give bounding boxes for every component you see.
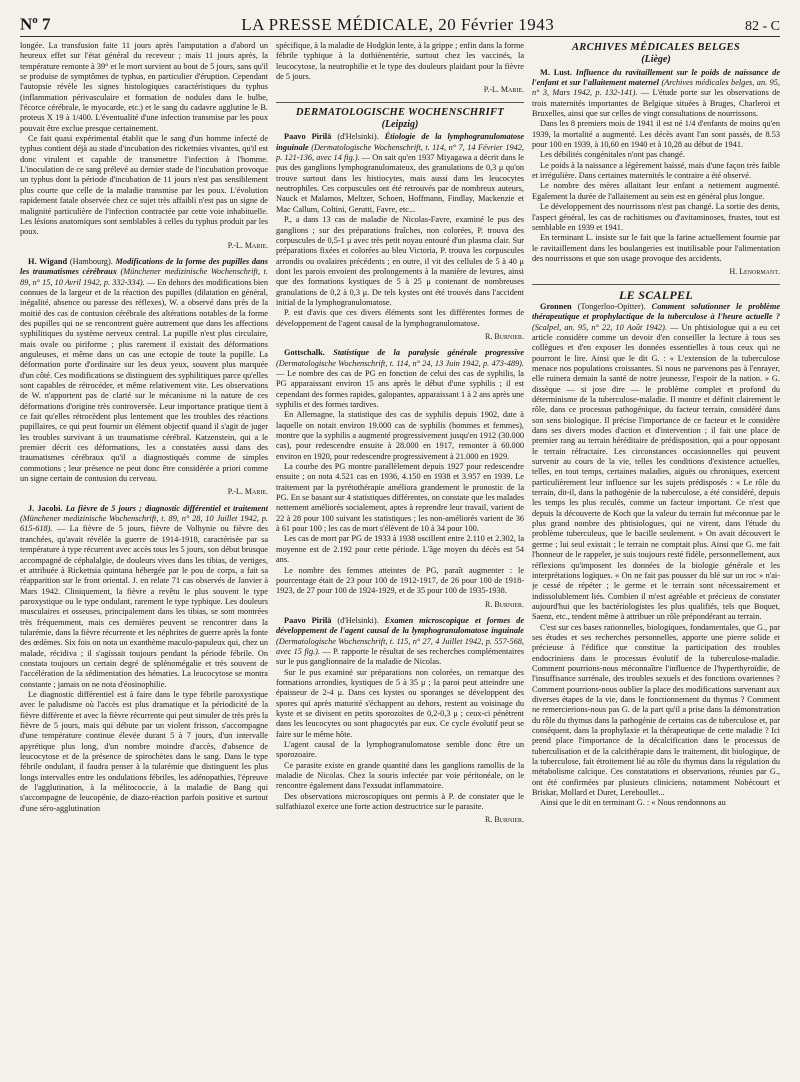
paragraph: spécifique, à la maladie de Hodgkin lente, à la grippe ; enfin dans la forme fébrile typhique à la dothiénentérie, surtout chez les vaccinés, la leucocytose, la neutrophilie et le type des douleurs plaidant pour la fièvre de 5 jours. bbox=[276, 41, 524, 82]
paragraph: P. est d'avis que ces divers éléments sont les différentes formes de développement de l'agent causal de la lymphogranulomatose. bbox=[276, 308, 524, 328]
signature: R. Burnier. bbox=[484, 599, 524, 609]
paragraph: Dans les 8 premiers mois de 1941 il est né 1/4 d'enfants de moins qu'en 1939, la mortalité a augmenté. Les décès avant l'an sont passés, de 8.53 pour 100 en 1939, à 10,60 en 1940 et à 10,28 au début de 1941. bbox=[532, 119, 780, 150]
abstract-pirila-1: Paavo Pirilä (d'Helsinki). Étiologie de la lymphogranulomatose inguinale (Dermatologische Wochenschrift, t. 114, n° 7, 14 Février 1942, p. 121-136, avec 14 fig.). — On sait qu'en 1937 Miyagawa a décrit dans le pus des ganglions lymphogranulomateux, des granulations de 0,3 μ qu'on trouve surtout dans les histiocytes, mais aussi dans les leucocytes neutrophiles. Ces corpuscules ont été retrouvés par de nombreux auteurs, Nauck et Malamos, Meltzer, Schoen, Hoffmann, Findlay, Mackenzie et Mac Callum, Coltini, Gerutti, Favre, etc... bbox=[276, 132, 524, 214]
paragraph: Le nombre des femmes atteintes de PG, paraît augmenter : le pourcentage était de 23 pour 100 de 1912-1917, de 26 pour 100 de 1918-1923, de 27 pour 100 de 1924-1929, et de 35 pour 100 de 1935-1938. bbox=[276, 565, 524, 596]
page-header bbox=[20, 14, 780, 37]
paragraph: Le nombre des mères allaitant leur enfant a nettement augmenté. Egalement la durée de l'allaitement au sein est en général plus longue. bbox=[532, 181, 780, 201]
abstract-pirila-2: Paavo Pirilä (d'Helsinki). Examen microscopique et formes de développement de l'agent causal de la lymphogranulomatose inguinale (Dermatologische Wochenschrift, t. 115, n° 27, 4 Juillet 1942, p. 557-568, avec 15 fig.). — P. rapporte le résultat de ses recherches complémentaires sur le pus ganglionnaire de la maladie de Nicolas. bbox=[276, 615, 524, 667]
journal-title-date: LA PRESSE MÉDICALE, 20 Février 1943 bbox=[241, 14, 555, 34]
column-1 bbox=[20, 41, 268, 1071]
paragraph: Le poids à la naissance a légèrement baissé, mais d'une façon très faible et irrégulière. Dans certaines maternités le contraire a été observé. bbox=[532, 160, 780, 181]
signature: R. Burnier. bbox=[484, 331, 524, 341]
signature: H. Lenormant. bbox=[729, 267, 780, 277]
signature: P.-L. Marie. bbox=[227, 240, 268, 250]
journal-heading: ARCHIVES MÉDICALES BELGES (Liège) bbox=[572, 42, 740, 66]
paragraph: L'agent causal de la lymphogranulomatose semble donc être un sporozoaire. bbox=[276, 740, 524, 760]
paragraph: Des observations microscopiques ont permis à P. de constater que le sulfathiazol exerce une forte action destructrice sur le parasite. bbox=[276, 791, 524, 812]
paragraph: La courbe des PG montre parallèlement depuis 1927 pour redescendre ensuite ; on nota 4.521 cas en 1936, 4.150 en 1938 et 3.957 en 1939. Le traitement par la pyrétothérapie améliora grandement le pronostic de la PG. En se basant sur 4 statistiques différentes, on constate que les malades nettement améliorés socialement, aptes à reprendre leur travail, varient de 22 à 28 pour 100 suivant les statistiques ; les non-améliorés varient de 36 à 61 pour 100 ; les cas de mort s'élèvent de 10 à 34 pour 100. bbox=[276, 462, 524, 534]
paragraph: Ce parasite existe en grande quantité dans les ganglions ramollis de la maladie de Nicolas. Chez la souris infectée par voie péritonéale, on le rencontre également dans l'exsudat inflammatoire. bbox=[276, 760, 524, 791]
paragraph: C'est sur ces bases rationnelles, biologiques, fondamentales, que G., par ses études et ses recherches personnelles, apporte une pierre solide et précieuse à l'édifice que constitue la participation des troubles endocriniens dans le processus évolutif de la tuberculose-maladie. Comment pourrions-nous méconnaître l'influence de l'hyperthyroïdie, de l'insuffisance surrénale, des troubles sexuels et des fonctions ovariennes ? Comment pourrions-nous oublier la place des modifications survenant aux diverses étapes de la vie, dans le fonctionnement du thymus ? Comment ne remercierions-nous pas G. de la part qu'il a prise dans la démonstration du rôle du thymus dans la pathogénie de certains cas de tuberculose et, par conséquent, dans la prophylaxie et la thérapeutique de cette maladie ? Ici prend place l'importance de la décalcification dans le processus de tuberculisation et de la calcithérapie dans le traitement, dit biologique, de la tuberculose, fait étroitement lié au rôle du thymus dans la régulation du métabolisme calcique. Ces constatations et observations, réunies par G., ont été confirmées par plusieurs cliniciens, notamment Nobécourt et Briskar, Mollard et Duret, Lereboullet... bbox=[532, 622, 780, 798]
paragraph: En Allemagne, la statistique des cas de syphilis depuis 1902, date à laquelle on notait environ 19.000 cas de syphilis (hommes et femmes), montre que la syphilis a augmenté progressivement jusqu'en 1912 (30.000 cas), pour redescendre ensuite à 28.000 en 1917, remonter à 60.000 environ en 1920, pour redescendre progressivement à 21.000 en 1929. bbox=[276, 410, 524, 461]
abstract-gottschalk: Gottschalk. Statistique de la paralysie générale progressive (Dermatologische Wochenschrift, t. 114, n° 24, 13 Juin 1942, p. 473-489). — Le nombre des cas de PG en fonction de celui des cas de syphilis, la PG apparaissant environ 15 ans après le début d'une syphilis ; il est cependant des formes rapides, galopantes, apparaissant 1 à 2 ans après une syphilis et des formes tardives. bbox=[276, 348, 524, 409]
signature: R. Burnier. bbox=[484, 815, 524, 825]
page-number: 82 - C bbox=[744, 18, 780, 34]
abstract-gronnen: Gronnen (Tongerloo-Opitter). Comment solutionner le problème thérapeutique et prophylactique de la tuberculose à l'heure actuelle ? (Scalpel, an. 95, n° 22, 10 Août 1942). — Un phtisiologue qui a eu cet article considère comme un devoir d'en conseiller la lecture à tous ses collègues et d'en exposer les données essentielles à tous ceux qui ne pourront le lire. Ainsi que le dit G. : « L'extension de la tuberculose menace nos populations croissantes. Si nous ne parvenons pas à l'enrayer, elle ruinera demain la santé de notre jeunesse, l'espoir de la nation. » G. dissèque — si jose dire — le problème complet et profond du déterminisme de la tuberculose-maladie. Il montre et définit clairement le rôle, dans ce processus pathogénique, du facteur terrain, considéré dans son sens biologique. Il précise l'importance de ce facteur et le considère dans ses divers modes d'action et d'intervention ; il fait une place de premier rang au terrain héréditaire de prédisposition, qui a pour opposant le terrain réfractaire. Les circonstances occasionnelles qui peuvent survenir au cours de la vie, telles les conditions d'existence actuelles, telles, en tout temps, certaines maladies, aiguës ou chroniques, exercent particulièrement leur influence sur les sujets prédisposés : « Le rôle du terrain, dit-il, dans la pathogénie de la tuberculose, a été considéré, depuis les temps les plus reculés, comme un facteur important. Ce n'est que depuis la découverte de Koch que la valeur du terrain fut méconnue par le plus grand nombre des phtisiologues, qui ne virent, dans l'étude du problème tuberculeux, que le bacille seulement. » On avait découvert le germe ; lui seul existait ; le terrain ne comptait plus. Ainsi que G. me fait l'honneur de le rappeler, je suis toujours resté fidèle, personnellement, aux réflexions qu'imposent les données de la biologie générale et les interprétations logiques. « On ne fait pas pousser du blé sur un roc » n'ai-je cessé de répéter ; le germe et le terrain sont nécessairement et indissolublement liés. Combien il m'est agréable et précieux de constater aujourd'hui que les bactériologistes les plus qualifiés, tels que Boquet, Saenz, etc., tendent même à attribuer un rôle prépondérant au terrain. bbox=[532, 301, 780, 622]
paragraph: En terminant L. insiste sur le fait que la farine actuellement fournie par le ravitaillement dans les boulangeries est inutilisable pour l'alimentation des nourrissons et que son usage provoque des accidents. bbox=[532, 233, 780, 263]
paragraph: Les débilités congénitales n'ont pas changé. bbox=[540, 150, 685, 160]
abstract-wigand: H. Wigand (Hambourg). Modifications de la forme des pupilles dans les traumatismes cérébraux (Münchener medizinische Wochenschrift, t. 89, n° 15, 10 Avril 1942, p. 332-334). — En dehors des modifications bien connues de la largeur et de la réaction des pupilles (dilatation en général, inégalité, absence ou paresse des réflexes), W. a observé dans près de la moitié des cas de contusion cérébrale des altérations notables de la forme des pupilles qui ne se rencontrent guère autrement que dans les affections syphilitiques du système nerveux central. La pupille n'est plus circulaire, mais ovale ou piriforme ; plus rarement il existait des déformations anguleuses, et même dans un cas une ectopie de toute la pupille. La déformation porte d'ordinaire sur les deux yeux, souvent plus marquée d'un côté. Ces modifications se distinguent des syphilitiques parce qu'elles sont capables de rétrocéder, et même relativement vite. Les observations de W. n'apportent pas de clarté sur le mécanisme ni la nature de ces déformations d'origine très controversée. Leur importance pratique tient à ce fait qu'elles rétrocèdent plus lentement que les troubles des réactions pupillaires, ce qui peut fournir un élément objectif quand il s'agit de juger les troubles survivant à un traumatisme cérébral. Katzenstein, qui a le premier décrit ces déformations, les a constatées aussi dans des traumatismes cérébraux qu'il a diagnostiqués comme de simples commotions ; leur présence ne peut donc être considérée a priori comme un signe certain de contusion du cerveau. bbox=[20, 256, 268, 484]
paragraph: Le diagnostic différentiel est à faire dans le type fébrile paroxystique avec le paludisme où l'accès est plus dramatique et la périodicité de la fièvre différente et avec la fièvre récurrente qui peut simuler de très près la fièvre de 5 jours, mais qui débute par un violent frisson, s'accompagne d'une température continue élevée durant 5 à 7 jours, d'un intervalle apyrétique plus long, d'un nombre moindre d'accès, d'absence de leucocytose et de la présence de spirochètes dans le sang. Dans le type fébrile ondulant, il faudra penser à la tularémie que distinguent les plus longs intervalles entre les ondulations fébriles, les adénopathies, l'épreuve de l'agglutination, à la mélitococcie, à la maladie de Bang qui s'accompagne de leucopénie, de diazo-réaction parfois positive et surtout d'une séro-agglutination bbox=[20, 689, 268, 813]
column-3 bbox=[532, 41, 780, 1071]
signature: P.-L. Marie. bbox=[227, 487, 268, 497]
journal-heading: LE SCALPEL bbox=[532, 284, 780, 300]
paragraph: Ce fait quasi expérimental établit que le sang d'un homme infecté de typhus contient déjà au stade d'incubation des rickettsies vivantes, qu'il est donc virulent et capable de transmettre l'infection à l'homme. L'inoculation de ce sang prélevé au dernier stade de l'incubation provoque un typhus dont la période d'incubation de 11 jours n'est pas sensiblement plus courte que celle de la maladie transmise par les poux. L'évolution rapidement fatale observée chez ce sujet très affaibli n'est pas un signe de malignité particulière de l'infection contractée par cette voie inhabituelle. Les lésions anatomiques sont semblables à celles du typhus produit par les poux. bbox=[20, 134, 268, 237]
paragraph: Sur le pus examiné sur préparations non colorées, on remarque des formations arrondies, kystiques de 5 à 35 μ ; la paroi peut atteindre une épaisseur de 2-4 μ. Dans ces kystes ou sporanges se développent des spores qui après maturité s'échappent au dehors, restent au voisinage du kyste et se divisent en petits sporozoïtes de 0,2-0,3 μ ; ceux-ci pénètrent dans les leucocytes ou sont phagocytés par eux. Ce cycle évolutif peut se faire sur le même hôte. bbox=[276, 667, 524, 739]
text-columns bbox=[20, 41, 780, 1071]
issue-number: $N^o$ 7 bbox=[20, 14, 51, 34]
paragraph: P., a dans 13 cas de maladie de Nicolas-Favre, examiné le pus des ganglions ; sur des préparations fraîches, non colorées, P. trouva des corpuscules de 0,5-1 μ avec très petit noyau entouré d'un plasma clair. Sur préparations fixées et colorées au bleu Victoria, P. trouva les corpuscules arrondis ou ovalaires précédents ; en outre, il vit des cellules de 5 à 40 μ dont les parois envoient des prolongements à la manière de levures, ainsi que des formations kystiques de 5 à 25 μ contenant de nombreuses granulations de 0,2 à 0,3 μ. De tels kystes ont été trouvés dans l'accident initial de la lymphogranulomatose. bbox=[276, 215, 524, 307]
column-2 bbox=[276, 41, 524, 1071]
abstract-jacobi: J. Jacobi. La fièvre de 5 jours ; diagnostic différentiel et traitement (Münchener medizinische Wochenschrift, t. 89, n° 28, 10 Juillet 1942, p. 615-618). — La fièvre de 5 jours, fièvre de Volhynie ou fièvre des tranchées, qu'avait révélée la guerre de 1914-1918, caractérisée par sa température à type récurrent avec accès tous les 5 jours, son début brusque accompagné de céphalalgie, de douleurs vives dans les tibias, de vertiges, et attribuée à Rickettsia quintana hébergée par le pou de corps, a fait sa réapparition sur le front oriental. J. en relate 71 cas observés de Janvier à Mars 1942. Cliniquement, la fièvre a revêtu le plus souvent le type paroxystique ou le type ondulant, rarement le type typhique. Les douleurs musculaires et osseuses, principalement dans les tibias, se sont montrées très fréquemment, mais ces dernières peuvent se rencontrer dans la tularémie, dans la fièvre récurrente et les néphrites de guerre après la fonte des œdèmes. Six fois on nota un exanthème maculo-papuleux qui, chez un malade, récidiva ; il s'agissait toujours pendant la période fébrile. On constata toujours un certain degré de splénomégalie et très souvent de l'accélération de la sédimentation des hématies. La leucocytose se montra constante ; jamais on ne nota d'éosinophilie. bbox=[20, 503, 268, 689]
journal-heading: DERMATOLOGISCHE WOCHENSCHRIFT (Leipzig) bbox=[276, 102, 524, 131]
paragraph: Les cas de mort par PG de 1933 à 1938 oscillent entre 2.110 et 2.302, la moyenne est de 2.192 pour cette période. L'âge moyen du décès est 54 ans. bbox=[276, 534, 524, 565]
paragraph: Ainsi que le dit en terminant G. : « Nous rendonnons au bbox=[540, 798, 726, 808]
paragraph: longée. La transfusion faite 11 jours après l'amputation a d'abord un heureux effet sur l'état général du receveur ; mais 11 jours après, la température remonte à 39° et le mort survient au bout de 5 jours, sans qu'il se produise de symptômes de typhus, en particulier d'éruption. Cependant l'autopsie révèle les signes histologiques caractéristiques du typhus (inflammation périvasculaire et formation de nodules dans le bulbe, l'écorce cérébrale, le myocarde, etc.) et le sang du cadavre agglutine le B. proteus X 19 à 1/400. L'éventualité d'une infection transmise par les poux pouvait être exclue presque certainement. bbox=[20, 41, 268, 133]
paragraph: Le développement des nourrissons n'est pas changé. La sortie des dents, l'aspect général, les cas de rachitismes ou d'avitaminoses, frustes, tout est semblable en 1939 et 1941. bbox=[532, 202, 780, 232]
abstract-lust: M. Lust. Influence du ravitaillement sur le poids de naissance de l'enfant et sur l'allaitement maternel (Archives médicales belges, an. 95, n° 3, Mars 1942, p. 132-141). — L'étude porte sur les observations de trois maternités importantes de Belgique situées à Bruges, Charleroi et Bruxelles, ainsi que sur celles de vingt consultations de nourrissons. bbox=[532, 67, 780, 119]
signature: P.-L. Marie. bbox=[483, 85, 524, 95]
